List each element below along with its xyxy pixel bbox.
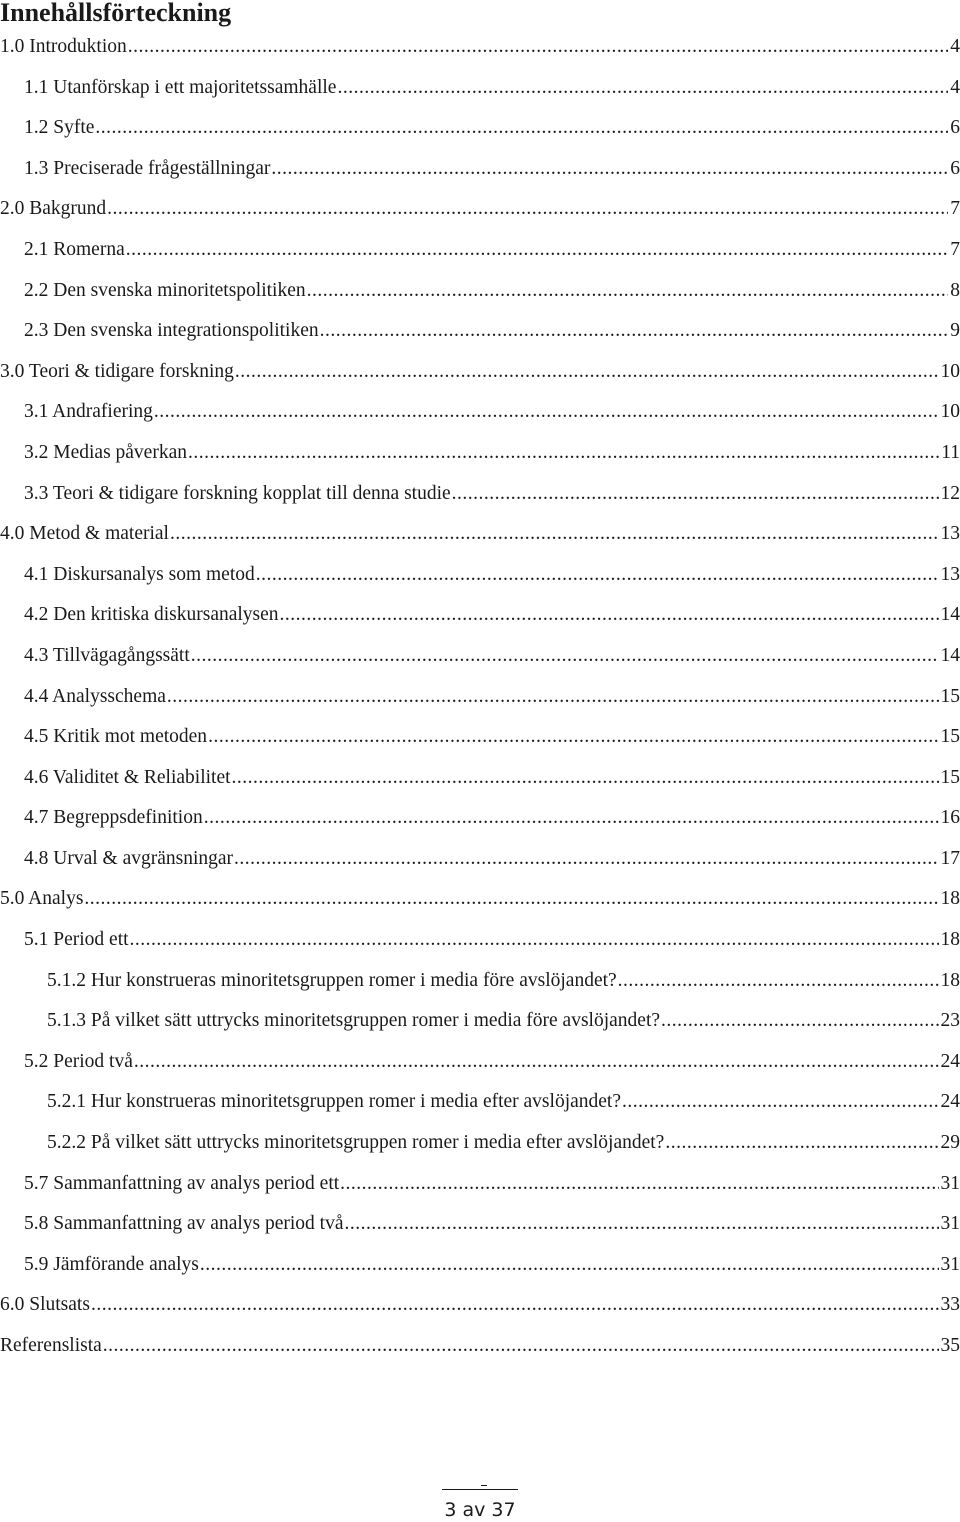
toc-entry-page-number: 31	[941, 1245, 960, 1286]
toc-dot-leader	[126, 230, 949, 271]
toc-entry-label: 3.2 Medias påverkan	[24, 433, 187, 474]
toc-entry-page-number: 8	[950, 271, 960, 312]
toc-entry-label: 4.5 Kritik mot metoden	[24, 717, 207, 758]
toc-entry-label: 1.3 Preciserade frågeställningar	[24, 149, 270, 190]
toc-entry-page-number: 24	[941, 1082, 960, 1123]
toc-entry-label: Referenslista	[0, 1326, 102, 1367]
toc-entry-page-number: 10	[941, 352, 960, 393]
toc-entry[interactable]	[0, 230, 960, 271]
toc-entry[interactable]	[0, 1245, 960, 1286]
toc-dot-leader	[622, 1082, 939, 1123]
toc-entry-label: 1.1 Utanförskap i ett majoritetssamhälle	[24, 68, 336, 109]
toc-dot-leader	[154, 392, 939, 433]
toc-dot-leader	[661, 1001, 938, 1042]
toc-entry-label: 4.1 Diskursanalys som metod	[24, 555, 255, 596]
toc-entry[interactable]	[0, 1204, 960, 1245]
toc-entry-page-number: 35	[941, 1326, 960, 1367]
toc-entry-page-number: 10	[941, 392, 960, 433]
toc-dot-leader	[95, 108, 948, 149]
toc-entry-page-number: 13	[941, 514, 960, 555]
toc-entry-label: 2.1 Romerna	[24, 230, 125, 271]
toc-dot-leader	[204, 798, 939, 839]
toc-entry[interactable]	[0, 798, 960, 839]
toc-entry-label: 2.2 Den svenska minoritetspolitiken	[24, 271, 306, 312]
toc-dot-leader	[200, 1245, 939, 1286]
toc-entry-page-number: 9	[950, 311, 960, 352]
toc-entry[interactable]	[0, 636, 960, 677]
toc-dot-leader	[235, 352, 939, 393]
toc-dot-leader	[271, 149, 948, 190]
toc-dot-leader	[84, 879, 938, 920]
toc-entry-label: 5.1 Period ett	[24, 920, 129, 961]
page-number: 3 av 37	[380, 1498, 580, 1522]
toc-dot-leader	[280, 595, 939, 636]
toc-dot-leader	[103, 1326, 939, 1367]
toc-entry[interactable]	[0, 1001, 960, 1042]
toc-entry[interactable]	[0, 108, 960, 149]
toc-entry[interactable]	[0, 1326, 960, 1367]
toc-dot-leader	[320, 311, 949, 352]
toc-entry-label: 5.8 Sammanfattning av analys period två	[24, 1204, 344, 1245]
toc-entry[interactable]	[0, 920, 960, 961]
toc-entry[interactable]	[0, 1042, 960, 1083]
toc-dot-leader	[340, 1164, 938, 1205]
toc-entry-page-number: 24	[941, 1042, 960, 1083]
toc-entry-label: 5.2.2 På vilket sätt uttrycks minoritetsgruppen romer i media efter avslöjandet?	[47, 1123, 664, 1164]
toc-dot-leader	[232, 758, 939, 799]
toc-entry-page-number: 14	[941, 595, 960, 636]
toc-entry-page-number: 29	[941, 1123, 960, 1164]
toc-dot-leader	[234, 839, 938, 880]
toc-entry[interactable]	[0, 879, 960, 920]
toc-entry-page-number: 15	[941, 677, 960, 718]
toc-entry-page-number: 7	[950, 189, 960, 230]
toc-entry[interactable]	[0, 1164, 960, 1205]
toc-dot-leader	[134, 1042, 939, 1083]
toc-entry[interactable]	[0, 189, 960, 230]
toc-entry-label: 3.0 Teori & tidigare forskning	[0, 352, 234, 393]
toc-entry-page-number: 12	[941, 474, 960, 515]
footer-rule-mark	[481, 1485, 487, 1486]
toc-entry-page-number: 13	[941, 555, 960, 596]
toc-entry-page-number: 11	[941, 433, 960, 474]
toc-dot-leader	[170, 514, 939, 555]
toc-entry[interactable]	[0, 1123, 960, 1164]
toc-entry-page-number: 18	[941, 879, 960, 920]
toc-entry-page-number: 4	[950, 27, 960, 68]
toc-title: Innehållsförteckning	[0, 0, 231, 27]
toc-entry-label: 5.9 Jämförande analys	[24, 1245, 199, 1286]
toc-entry-page-number: 18	[941, 920, 960, 961]
toc-entry[interactable]	[0, 474, 960, 515]
toc-entry[interactable]	[0, 352, 960, 393]
toc-entry-label: 1.0 Introduktion	[0, 27, 127, 68]
toc-dot-leader	[337, 68, 948, 109]
toc-dot-leader	[167, 677, 939, 718]
table-of-contents	[0, 27, 960, 1367]
toc-entry[interactable]	[0, 392, 960, 433]
toc-entry-page-number: 15	[941, 717, 960, 758]
toc-entry-label: 3.3 Teori & tidigare forskning kopplat till denna studie	[24, 474, 451, 515]
toc-entry[interactable]	[0, 149, 960, 190]
toc-entry-label: 4.7 Begreppsdefinition	[24, 798, 203, 839]
toc-entry[interactable]	[0, 961, 960, 1002]
toc-entry-label: 2.0 Bakgrund	[0, 189, 106, 230]
toc-dot-leader	[188, 433, 939, 474]
toc-entry[interactable]	[0, 1082, 960, 1123]
toc-entry-page-number: 7	[950, 230, 960, 271]
toc-entry-label: 4.6 Validitet & Reliabilitet	[24, 758, 231, 799]
toc-entry-label: 5.7 Sammanfattning av analys period ett	[24, 1164, 339, 1205]
toc-entry-page-number: 15	[941, 758, 960, 799]
toc-entry-label: 5.1.2 Hur konstrueras minoritetsgruppen romer i media före avslöjandet?	[47, 961, 617, 1002]
toc-dot-leader	[452, 474, 939, 515]
toc-dot-leader	[345, 1204, 939, 1245]
toc-entry[interactable]	[0, 271, 960, 312]
toc-dot-leader	[208, 717, 938, 758]
toc-entry-label: 1.2 Syfte	[24, 108, 94, 149]
toc-entry-label: 5.1.3 På vilket sätt uttrycks minoritetsgruppen romer i media före avslöjandet?	[47, 1001, 660, 1042]
toc-entry-label: 4.0 Metod & material	[0, 514, 169, 555]
toc-entry-label: 4.8 Urval & avgränsningar	[24, 839, 233, 880]
toc-entry[interactable]	[0, 758, 960, 799]
toc-dot-leader	[191, 636, 939, 677]
toc-entry-page-number: 23	[941, 1001, 960, 1042]
toc-entry[interactable]	[0, 68, 960, 109]
toc-entry-page-number: 4	[950, 68, 960, 109]
toc-entry-label: 5.2.1 Hur konstrueras minoritetsgruppen romer i media efter avslöjandet?	[47, 1082, 621, 1123]
toc-entry-label: 4.2 Den kritiska diskursanalysen	[24, 595, 279, 636]
toc-entry[interactable]	[0, 839, 960, 880]
toc-dot-leader	[665, 1123, 938, 1164]
toc-dot-leader	[307, 271, 949, 312]
toc-entry-page-number: 18	[941, 961, 960, 1002]
toc-dot-leader	[107, 189, 948, 230]
footer-rule	[442, 1489, 518, 1490]
toc-entry-page-number: 33	[941, 1285, 960, 1326]
toc-dot-leader	[618, 961, 939, 1002]
toc-dot-leader	[91, 1285, 939, 1326]
toc-dot-leader	[128, 27, 949, 68]
toc-entry-label: 3.1 Andrafiering	[24, 392, 153, 433]
toc-entry-page-number: 16	[941, 798, 960, 839]
toc-entry[interactable]	[0, 1285, 960, 1326]
toc-entry-page-number: 17	[941, 839, 960, 880]
toc-entry-page-number: 31	[941, 1164, 960, 1205]
toc-entry-label: 4.3 Tillvägagångssätt	[24, 636, 190, 677]
toc-entry-page-number: 14	[941, 636, 960, 677]
toc-entry-label: 4.4 Analysschema	[24, 677, 166, 718]
toc-entry-page-number: 6	[950, 108, 960, 149]
toc-entry-page-number: 6	[950, 149, 960, 190]
toc-entry[interactable]	[0, 717, 960, 758]
toc-entry-label: 6.0 Slutsats	[0, 1285, 90, 1326]
toc-dot-leader	[130, 920, 939, 961]
toc-entry[interactable]	[0, 555, 960, 596]
toc-entry-label: 5.2 Period två	[24, 1042, 133, 1083]
toc-entry[interactable]	[0, 514, 960, 555]
toc-entry-page-number: 31	[941, 1204, 960, 1245]
toc-entry[interactable]	[0, 595, 960, 636]
toc-entry[interactable]	[0, 433, 960, 474]
toc-entry-label: 5.0 Analys	[0, 879, 83, 920]
toc-dot-leader	[256, 555, 939, 596]
toc-entry-label: 2.3 Den svenska integrationspolitiken	[24, 311, 319, 352]
toc-entry[interactable]	[0, 27, 960, 68]
toc-entry[interactable]	[0, 677, 960, 718]
toc-entry[interactable]	[0, 311, 960, 352]
